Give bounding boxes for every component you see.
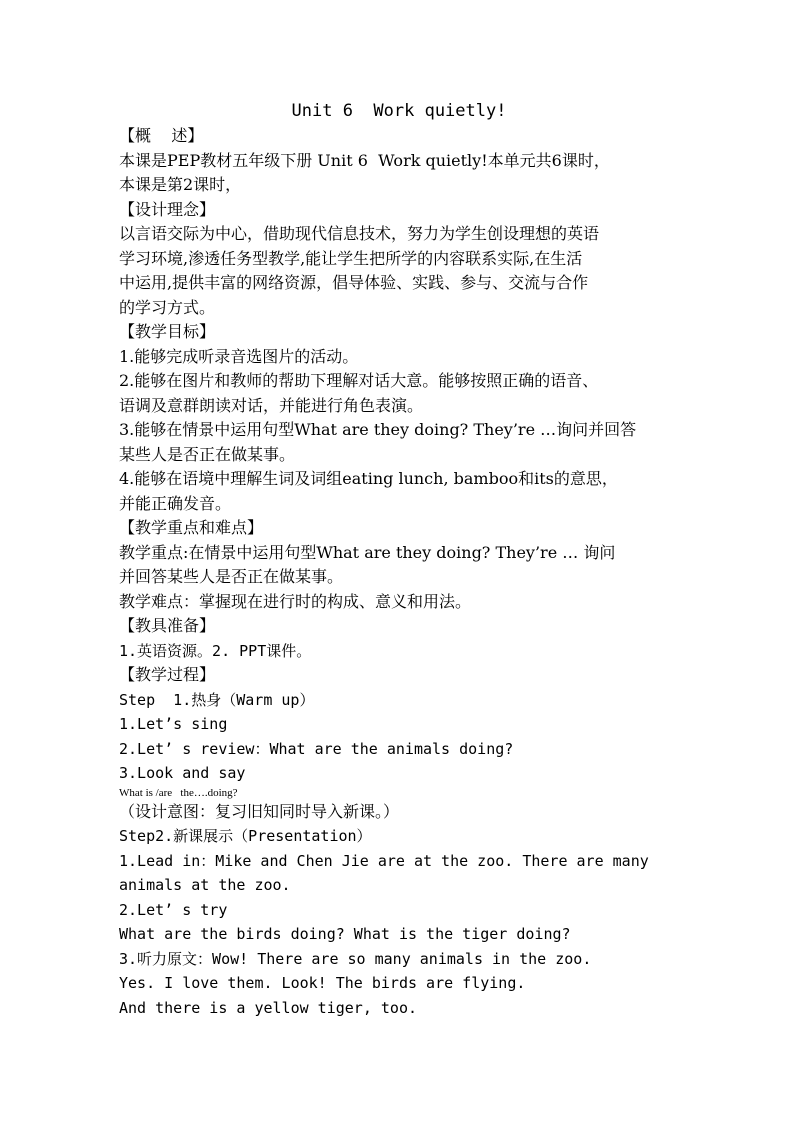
process-line: Step2.新课展示（Presentation） <box>119 827 372 845</box>
process-line: animals at the zoo. <box>119 876 291 894</box>
objective-line: 3.能够在情景中运用句型What are they doing? They’re …询问并回答 <box>119 420 637 439</box>
process-line: （设计意图：复习旧知同时导入新课。） <box>119 801 400 821</box>
process-line: And there is a yellow tiger, too. <box>119 998 418 1017</box>
objective-line: 某些人是否正在做某事。 <box>119 444 296 464</box>
section-heading-key-points: 【教学重点和难点】 <box>119 518 264 537</box>
process-line: 3.听力原文：Wow! There are so many animals in the zoo. <box>119 949 592 968</box>
design-concept-line: 中运用,提供丰富的网络资源，倡导体验、实践、参与、交流与合作 <box>119 273 589 292</box>
process-line: 1.Let’s sing <box>119 715 228 733</box>
objective-line: 2.能够在图片和教师的帮助下理解对话大意。能够按照正确的语音、 <box>119 371 599 390</box>
design-concept-line: 学习环境,渗透任务型教学,能让学生把所学的内容联系实际,在生活 <box>119 248 583 268</box>
key-points-line: 并回答某些人是否正在做某事。 <box>119 567 344 586</box>
objective-line: 并能正确发音。 <box>119 493 232 513</box>
process-line: Yes. I love them. Look! The birds are flying. <box>119 974 526 992</box>
objective-line: 语调及意群朗读对话，并能进行角色表演。 <box>119 395 424 415</box>
document-title: Unit 6 Work quietly! <box>291 101 507 121</box>
overview-line: 本课是PEP教材五年级下册 Unit 6 Work quietly!本单元共6课时， <box>119 150 610 170</box>
process-line: 2.Let’ s try <box>119 900 228 919</box>
section-heading-objectives: 【教学目标】 <box>119 322 216 341</box>
overview-line: 本课是第2课时， <box>119 175 242 194</box>
key-points-line: 教学难点：掌握现在进行时的构成、意义和用法。 <box>119 591 472 611</box>
objective-line: 1.能够完成听录音选图片的活动。 <box>119 346 359 366</box>
process-line-small: What is /are the….doing? <box>119 786 238 799</box>
process-line: 3.Look and say <box>119 764 246 782</box>
key-points-line: 教学重点:在情景中运用句型What are they doing? They’re … 询问 <box>119 542 616 562</box>
document-body <box>119 98 679 1020</box>
process-line: 2.Let’ s review：What are the animals doing? <box>119 739 514 758</box>
objective-line: 4.能够在语境中理解生词及词组eating lunch, bamboo和its的意思， <box>119 469 618 488</box>
process-line: Step 1.热身（Warm up） <box>119 690 315 709</box>
section-heading-materials: 【教具准备】 <box>119 616 216 635</box>
design-concept-line: 以言语交际为中心，借助现代信息技术，努力为学生创设理想的英语 <box>119 224 600 243</box>
section-heading-process: 【教学过程】 <box>119 665 216 684</box>
section-heading-overview: 【概 述】 <box>119 126 204 145</box>
process-line: 1.Lead in：Mike and Chen Jie are at the zoo. There are many <box>119 851 649 870</box>
materials-line: 1.英语资源。2. PPT课件。 <box>119 641 312 660</box>
design-concept-line: 的学习方式。 <box>119 297 216 317</box>
section-heading-design-concept: 【设计理念】 <box>119 199 216 219</box>
process-line: What are the birds doing? What is the tiger doing? <box>119 925 571 943</box>
